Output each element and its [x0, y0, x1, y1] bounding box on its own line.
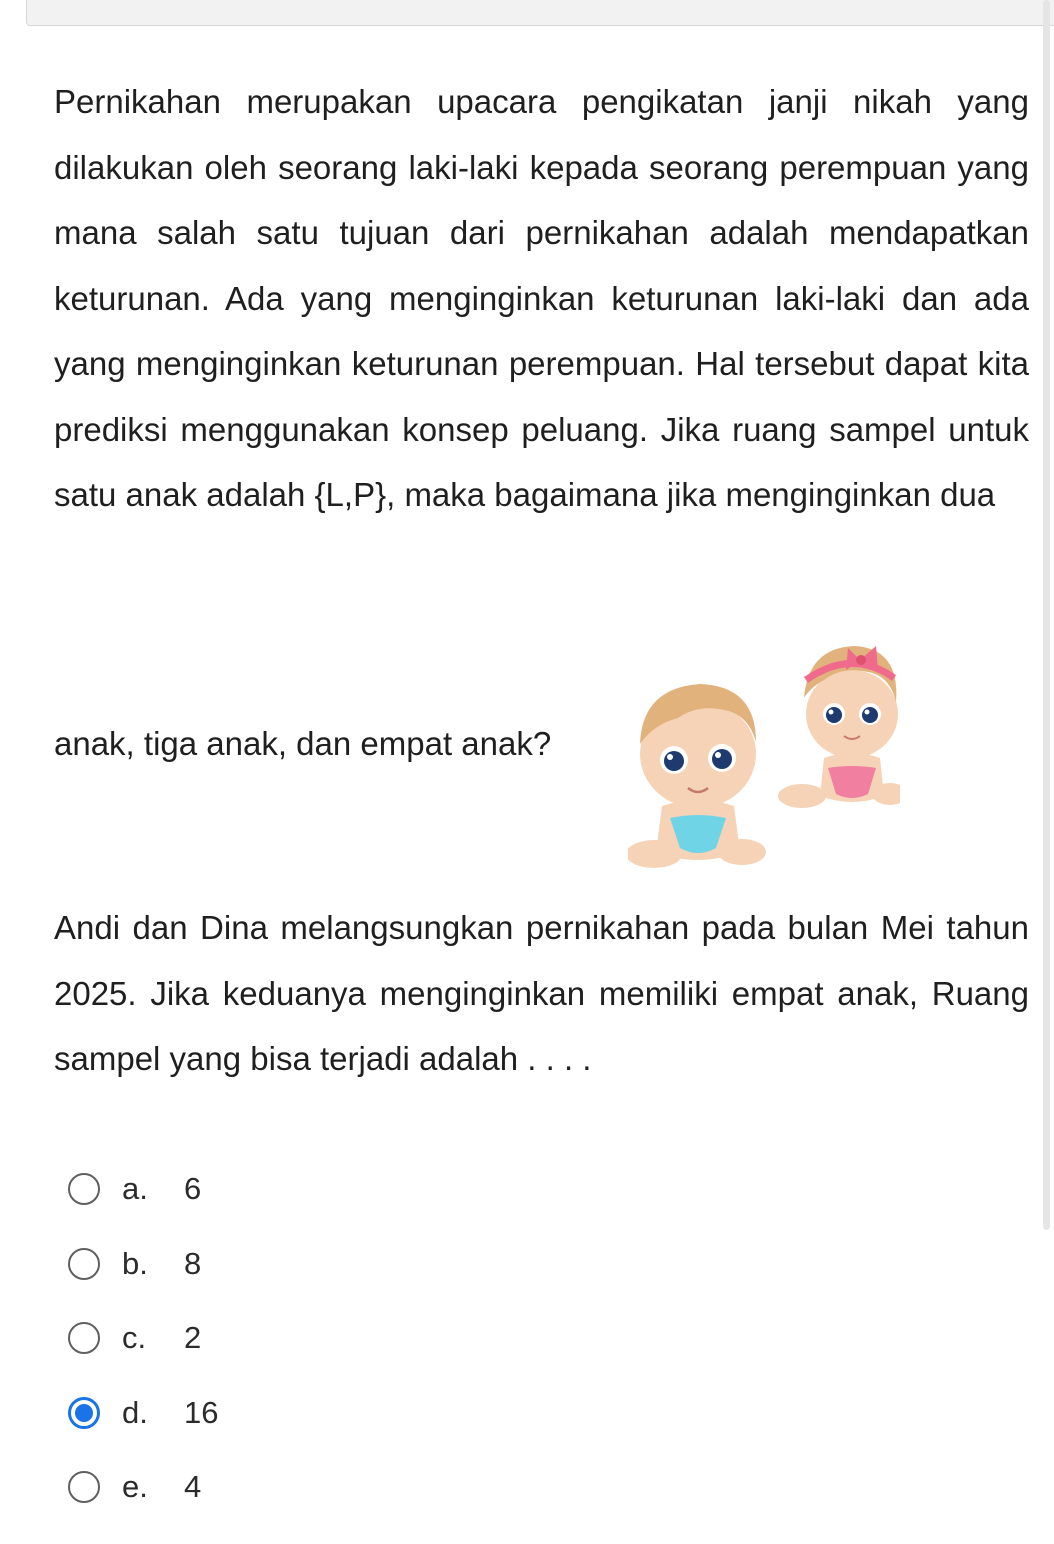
option-letter: e.	[122, 1469, 148, 1505]
radio-button-icon[interactable]	[68, 1471, 100, 1503]
question-paragraph-2: Andi dan Dina melangsungkan pernikahan pada bulan Mei tahun 2025. Jika keduanya menginginkan memiliki empat anak, Ruang sampel yang bisa terjadi adalah . . . .	[54, 909, 1029, 1077]
option-value: 6	[184, 1171, 202, 1207]
option-letter: a.	[122, 1171, 148, 1207]
radio-button-icon[interactable]	[68, 1248, 100, 1280]
option-value: 2	[184, 1320, 202, 1356]
option-d[interactable]	[68, 1376, 218, 1451]
question-paragraph-1: Pernikahan merupakan upacara pengikatan janji nikah yang dilakukan oleh seorang laki-laki kepada seorang perempuan yang mana salah satu tujuan dari pernikahan adalah mendapatkan keturunan. Ada yang menginginkan keturunan laki-laki dan ada yang menginginkan keturunan perempuan. Hal tersebut dapat kita prediksi menggunakan konsep peluang. Jika ruang sampel untuk satu anak adalah {L,P}, maka bagaimana jika menginginkan dua	[54, 83, 1029, 513]
option-c[interactable]	[68, 1301, 218, 1376]
scrollbar[interactable]	[1043, 0, 1050, 1230]
babies-illustration	[628, 618, 900, 880]
option-value: 8	[184, 1245, 202, 1281]
boy-baby-icon	[628, 684, 766, 868]
answer-options	[68, 1152, 218, 1525]
top-input-bar	[26, 0, 1054, 26]
question-paragraph-1-tail: anak, tiga anak, dan empat anak?	[54, 725, 552, 762]
option-b[interactable]	[68, 1227, 218, 1302]
radio-button-icon[interactable]	[68, 1322, 100, 1354]
option-value: 16	[184, 1394, 219, 1430]
radio-button-icon[interactable]	[68, 1397, 100, 1429]
option-e[interactable]	[68, 1450, 218, 1525]
option-letter: d.	[122, 1394, 148, 1430]
option-letter: c.	[122, 1320, 147, 1356]
option-letter: b.	[122, 1245, 148, 1281]
radio-button-icon[interactable]	[68, 1173, 100, 1205]
option-a[interactable]	[68, 1152, 218, 1227]
option-value: 4	[184, 1469, 202, 1505]
girl-baby-icon	[778, 646, 900, 808]
